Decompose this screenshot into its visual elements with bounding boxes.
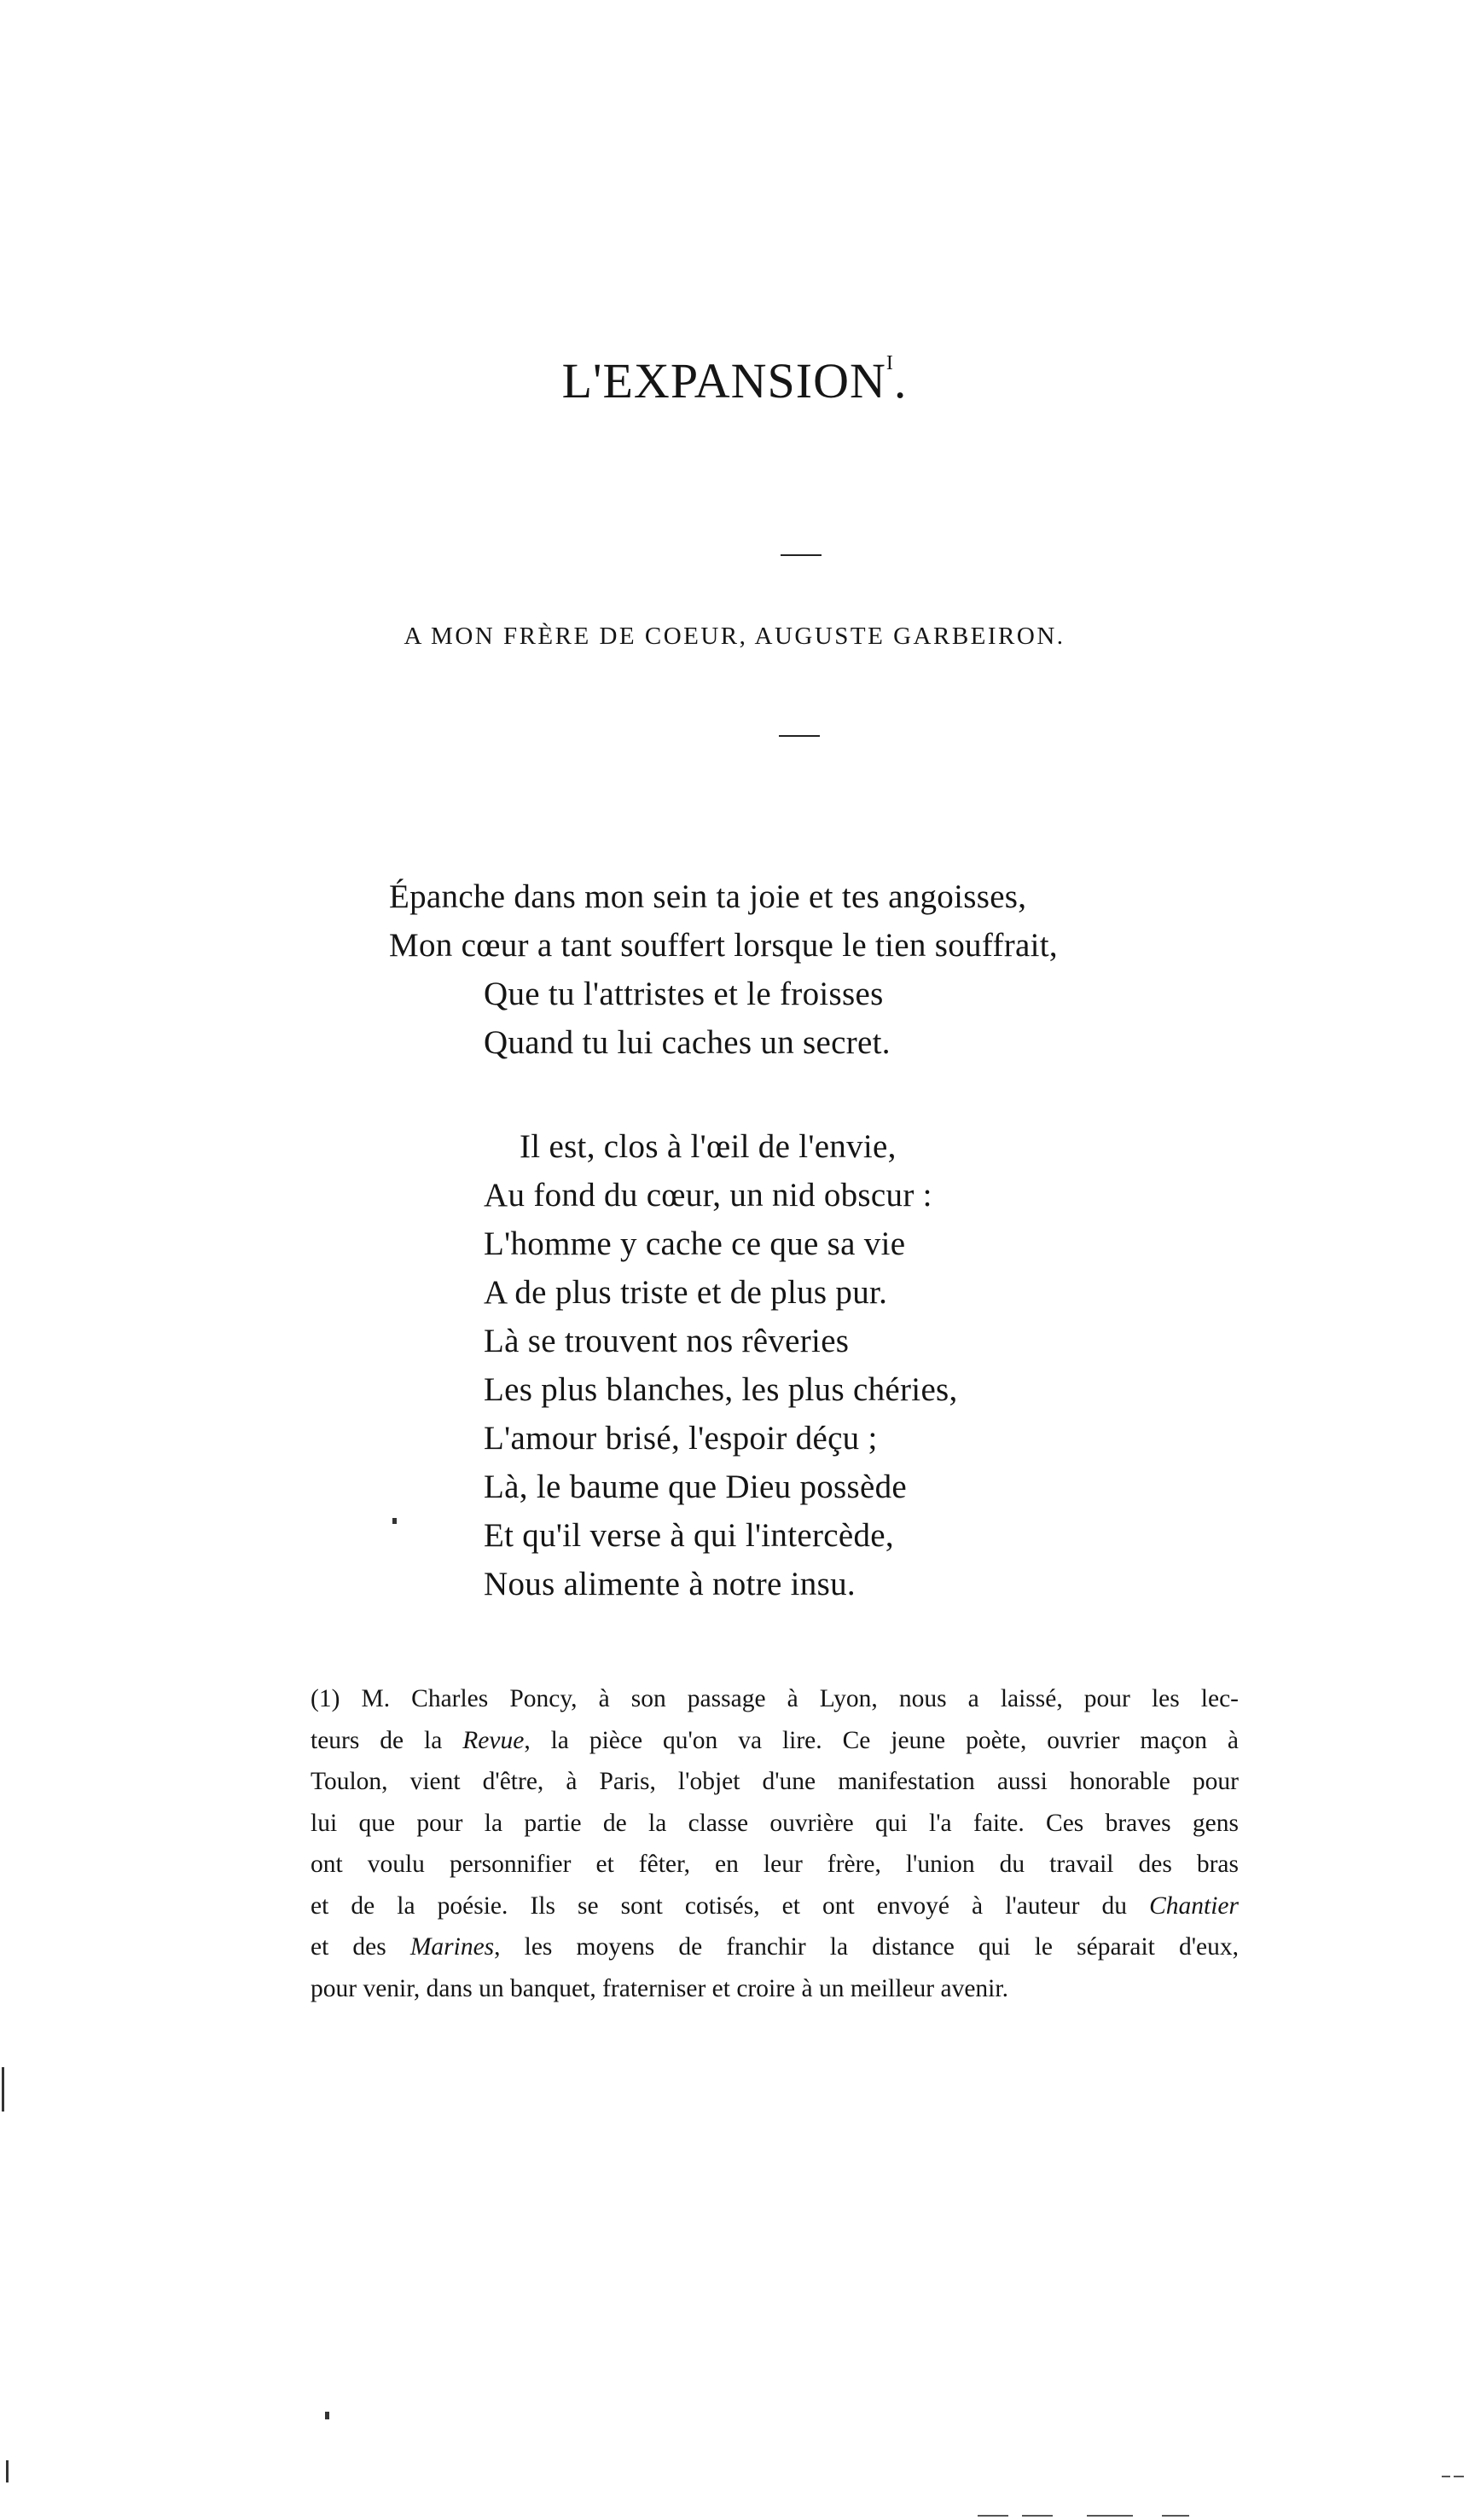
dedication: A MON FRÈRE DE COEUR, AUGUSTE GARBEIRON. — [404, 623, 1065, 650]
scan-dash — [1442, 2476, 1450, 2477]
verse-line: Mon cœur a tant souffert lorsque le tien souffrait, — [389, 927, 1058, 964]
verse-line: Là, le baume que Dieu possède — [484, 1469, 908, 1505]
poem-title-period: . — [893, 353, 908, 408]
verse-line: L'amour brisé, l'espoir déçu ; — [484, 1420, 878, 1457]
scan-dash — [1087, 2515, 1133, 2517]
scan-dash — [1454, 2476, 1464, 2477]
ink-speck — [325, 2412, 329, 2419]
footnote-reference: I — [885, 352, 894, 374]
footnote-line: lui que pour la partie de la classe ouvrière qui l'a faite. Ces braves gens — [311, 1809, 1239, 1837]
poem-title — [0, 352, 1469, 408]
scan-dash — [1162, 2515, 1189, 2517]
footnote-line: et de la poésie. Ils se sont cotisés, et ont envoyé à l'auteur du Chantier — [311, 1891, 1239, 1920]
verse-line: Là se trouvent nos rêveries — [484, 1323, 850, 1359]
ink-speck — [392, 1518, 397, 1524]
scan-edge-mark — [2, 2067, 4, 2112]
footnote-line: Toulon, vient d'être, à Paris, l'objet d'une manifestation aussi honorable pour — [311, 1768, 1239, 1795]
footnote — [311, 1678, 1239, 2009]
verse-line: Il est, clos à l'œil de l'envie, — [520, 1128, 897, 1165]
stanza-2 — [389, 1122, 958, 1608]
footnote-line: et des Marines, les moyens de franchir la distance qui le séparait d'eux, — [311, 1933, 1239, 1961]
verse-line: A de plus triste et de plus pur. — [484, 1274, 888, 1311]
scan-edge-mark — [6, 2460, 9, 2482]
verse-line: Que tu l'attristes et le froisses — [484, 976, 884, 1012]
scan-dash — [1022, 2515, 1053, 2517]
title-rule — [781, 554, 822, 556]
verse-line: Quand tu lui caches un secret. — [484, 1024, 891, 1061]
footnote-line: (1) M. Charles Poncy, à son passage à Lyon, nous a laissé, pour les lec- — [311, 1685, 1239, 1712]
dedication-rule — [779, 735, 820, 737]
scan-dash — [978, 2515, 1008, 2517]
verse-line: Et qu'il verse à qui l'intercède, — [484, 1517, 894, 1554]
footnote-line: pour venir, dans un banquet, fraterniser et croire à un meilleur avenir. — [311, 1974, 1008, 2002]
verse-line: Nous alimente à notre insu. — [484, 1566, 856, 1602]
verse-line: Au fond du cœur, un nid obscur : — [484, 1177, 932, 1214]
footnote-line: teurs de la Revue, la pièce qu'on va lire. Ce jeune poète, ouvrier maçon à — [311, 1726, 1239, 1754]
verse-line: Les plus blanches, les plus chéries, — [484, 1371, 958, 1408]
verse-line: L'homme y cache ce que sa vie — [484, 1225, 906, 1262]
stanza-1 — [389, 872, 1058, 1067]
verse-line: Épanche dans mon sein ta joie et tes angoisses, — [389, 878, 1027, 915]
footnote-line: ont voulu personnifier et fêter, en leur frère, l'union du travail des bras — [311, 1851, 1239, 1878]
poem-title-text: L'EXPANSION — [561, 353, 886, 408]
